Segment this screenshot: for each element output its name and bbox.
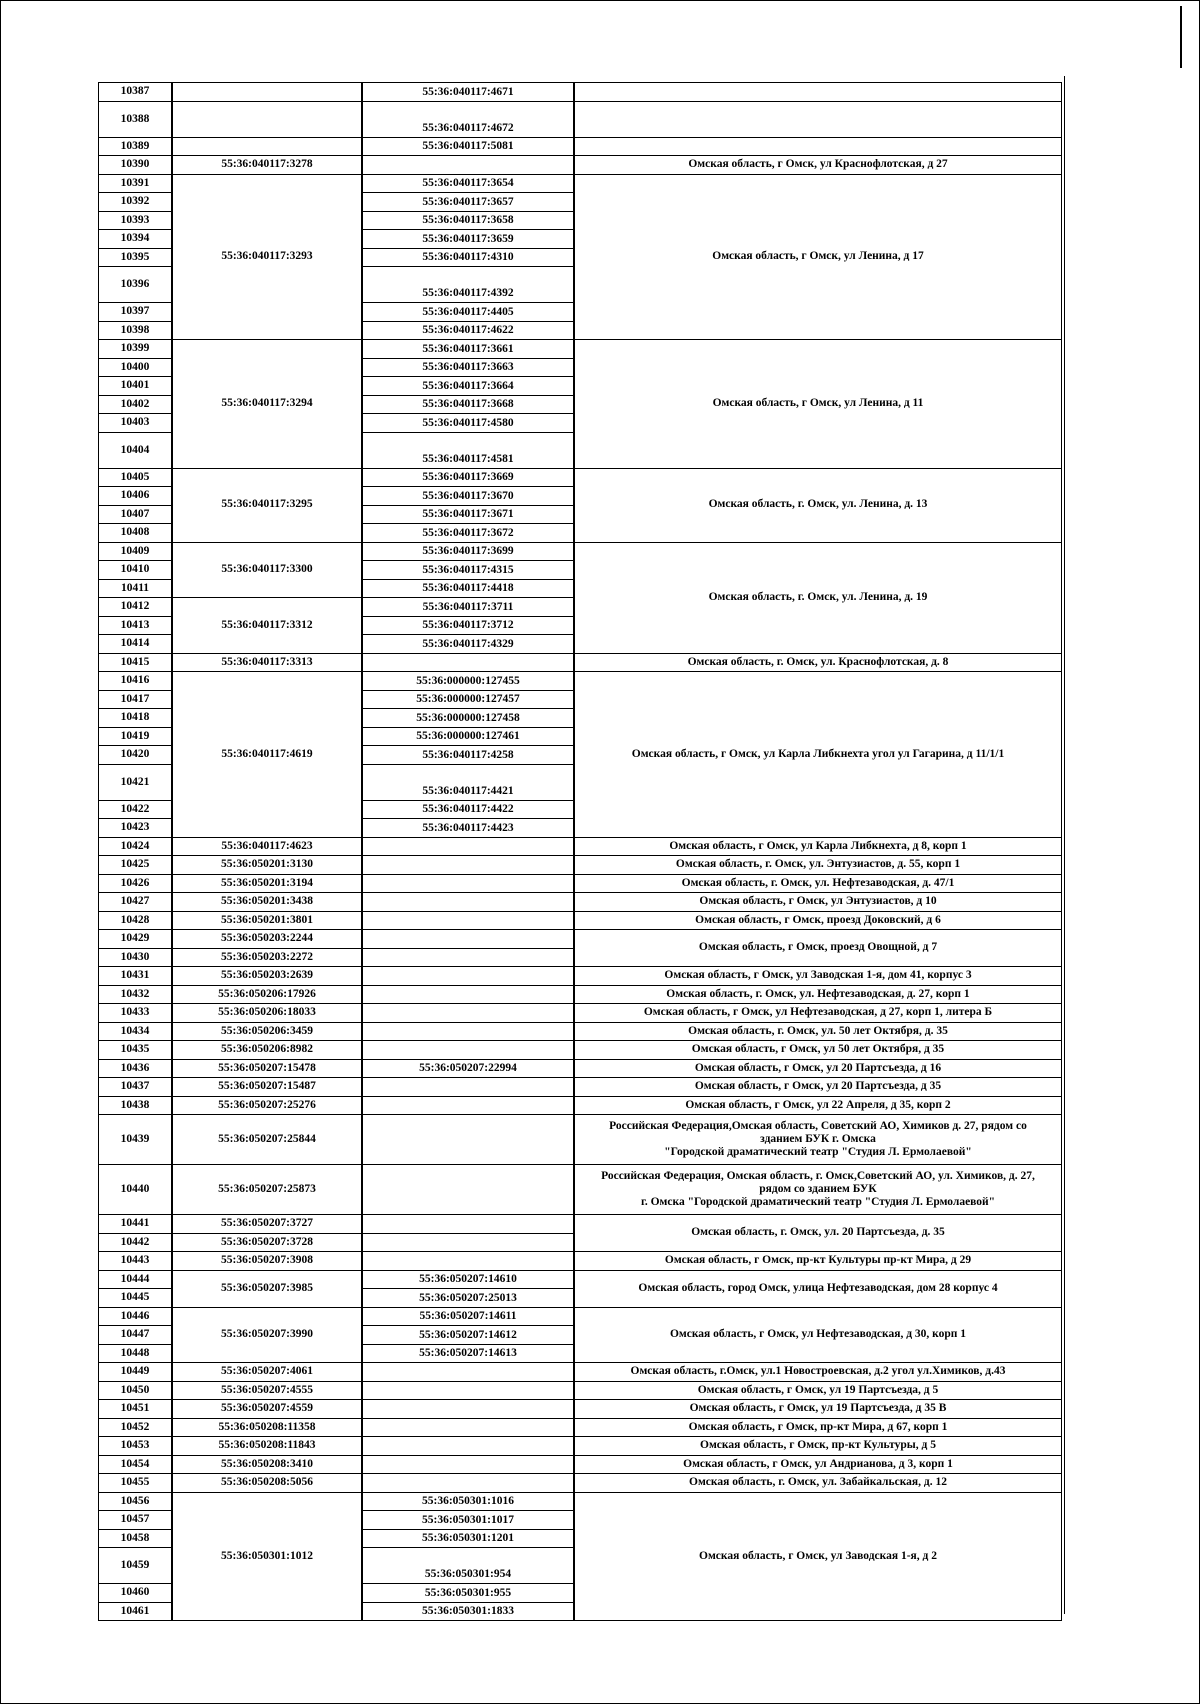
cadastral-cell <box>172 137 362 157</box>
building-cell: 55:36:040117:3671 <box>362 505 574 525</box>
row-number-cell: 10431 <box>98 966 172 986</box>
cadastral-cell: 55:36:050203:2639 <box>172 966 362 986</box>
row-number-cell: 10406 <box>98 486 172 506</box>
row-number-cell: 10419 <box>98 727 172 747</box>
address-line: г. Омска "Городской драматический театр "Студия Л. Ермолаевой" <box>640 1196 996 1209</box>
row-number-cell: 10452 <box>98 1418 172 1438</box>
cadastral-cell: 55:36:050208:3410 <box>172 1455 362 1475</box>
row-number-cell: 10410 <box>98 560 172 580</box>
row-number-cell: 10393 <box>98 211 172 231</box>
address-cell: Омская область, г Омск, ул 20 Партсъезда, д 35 <box>574 1077 1062 1097</box>
cadastral-merged-cell: 55:36:040117:3300 <box>172 542 362 599</box>
building-cell: 55:36:050301:1201 <box>362 1529 574 1549</box>
cadastral-cell: 55:36:050201:3130 <box>172 855 362 875</box>
building-cell <box>362 1164 574 1215</box>
cadastral-cell: 55:36:050206:17926 <box>172 985 362 1005</box>
building-cell: 55:36:000000:127461 <box>362 727 574 747</box>
row-number-cell: 10451 <box>98 1399 172 1419</box>
address-cell: Омская область, г Омск, ул Нефтезаводская, д 27, корп 1, литера Б <box>574 1003 1062 1023</box>
building-cell <box>362 1362 574 1382</box>
row-number-cell: 10448 <box>98 1344 172 1364</box>
building-cell: 55:36:040117:3664 <box>362 376 574 396</box>
building-cell: 55:36:040117:3659 <box>362 229 574 249</box>
row-number-cell: 10398 <box>98 321 172 341</box>
row-number-cell: 10459 <box>98 1547 172 1584</box>
cadastral-cell: 55:36:050207:25844 <box>172 1114 362 1165</box>
address-line: "Городской драматический театр "Студия Л. Ермолаевой" <box>664 1146 972 1159</box>
building-cell <box>362 1436 574 1456</box>
cadastral-merged-cell: 55:36:050207:3990 <box>172 1307 362 1364</box>
building-cell: 55:36:050207:14610 <box>362 1270 574 1290</box>
row-number-cell: 10449 <box>98 1362 172 1382</box>
cadastral-cell: 55:36:050207:25873 <box>172 1164 362 1215</box>
building-cell: 55:36:040117:3658 <box>362 211 574 231</box>
row-number-cell: 10428 <box>98 911 172 931</box>
row-number-cell: 10407 <box>98 505 172 525</box>
address-line: Омская область, г Омск, ул Нефтезаводская, д 30, корп 1 <box>669 1328 967 1341</box>
address-cell: Омская область, г Омск, пр-кт Культуры, д 5 <box>574 1436 1062 1456</box>
building-cell: 55:36:000000:127457 <box>362 690 574 710</box>
building-cell: 55:36:040117:4418 <box>362 579 574 599</box>
building-cell: 55:36:040117:3699 <box>362 542 574 562</box>
row-number-cell: 10387 <box>98 82 172 102</box>
row-number-cell: 10411 <box>98 579 172 599</box>
row-number-cell: 10438 <box>98 1096 172 1116</box>
building-cell: 55:36:050301:1016 <box>362 1492 574 1512</box>
building-cell: 55:36:050207:14611 <box>362 1307 574 1327</box>
cadastral-merged-cell: 55:36:040117:3312 <box>172 597 362 654</box>
row-number-cell: 10441 <box>98 1214 172 1234</box>
building-cell: 55:36:050207:22994 <box>362 1059 574 1079</box>
building-cell: 55:36:040117:4581 <box>362 432 574 469</box>
cadastral-cell: 55:36:050208:5056 <box>172 1473 362 1493</box>
building-cell: 55:36:040117:4392 <box>362 266 574 303</box>
row-number-cell: 10392 <box>98 192 172 212</box>
cadastral-cell: 55:36:050201:3438 <box>172 892 362 912</box>
address-cell: Омская область, г Омск, ул Энтузиастов, д 10 <box>574 892 1062 912</box>
address-cell: Омская область, г. Омск, ул. 50 лет Октября, д. 35 <box>574 1022 1062 1042</box>
building-cell <box>362 653 574 673</box>
cadastral-merged-cell: 55:36:050207:3985 <box>172 1270 362 1308</box>
address-line: Российская Федерация, Омская область, г. Омск,Советский АО, ул. Химиков, д. 27, <box>601 1169 1035 1182</box>
row-number-cell: 10425 <box>98 855 172 875</box>
cadastral-merged-cell: 55:36:040117:3295 <box>172 468 362 543</box>
building-cell: 55:36:040117:4405 <box>362 302 574 322</box>
building-cell: 55:36:040117:4421 <box>362 764 574 801</box>
building-cell <box>362 1455 574 1475</box>
row-number-cell: 10389 <box>98 137 172 157</box>
address-line: Омская область, г. Омск, ул. 20 Партсъезда, д. 35 <box>691 1226 945 1239</box>
address-cell: Омская область, г Омск, проезд Доковский, д 6 <box>574 911 1062 931</box>
row-number-cell: 10404 <box>98 432 172 469</box>
address-cell: Омская область, г Омск, ул Краснофлотская, д 27 <box>574 155 1062 175</box>
cadastral-cell: 55:36:040117:3278 <box>172 155 362 175</box>
cadastral-cell: 55:36:050203:2272 <box>172 948 362 968</box>
row-number-cell: 10440 <box>98 1164 172 1215</box>
row-number-cell: 10397 <box>98 302 172 322</box>
cadastral-cell: 55:36:050201:3194 <box>172 874 362 894</box>
address-cell: Омская область, г. Омск, ул. Нефтезаводская, д. 47/1 <box>574 874 1062 894</box>
address-line: Омская область, г Омск, ул Карла Либкнехта угол ул Гагарина, д 11/1/1 <box>631 747 1005 760</box>
row-number-cell: 10400 <box>98 358 172 378</box>
row-number-cell: 10417 <box>98 690 172 710</box>
address-merged-cell <box>574 542 1062 654</box>
building-cell: 55:36:040117:3672 <box>362 523 574 543</box>
row-number-cell: 10436 <box>98 1059 172 1079</box>
building-cell <box>362 1003 574 1023</box>
cadastral-cell: 55:36:050208:11358 <box>172 1418 362 1438</box>
address-cell: Омская область, г Омск, ул 20 Партсъезда, д 16 <box>574 1059 1062 1079</box>
row-number-cell: 10454 <box>98 1455 172 1475</box>
building-cell <box>362 874 574 894</box>
address-merged-cell <box>574 929 1062 967</box>
address-line: Омская область, г Омск, проезд Овощной, д 7 <box>698 941 938 954</box>
address-merged-cell <box>574 468 1062 543</box>
row-number-cell: 10435 <box>98 1040 172 1060</box>
cadastral-cell: 55:36:050206:18033 <box>172 1003 362 1023</box>
cadastral-cell: 55:36:050207:4559 <box>172 1399 362 1419</box>
building-cell: 55:36:040117:3670 <box>362 486 574 506</box>
row-number-cell: 10450 <box>98 1381 172 1401</box>
row-number-cell: 10388 <box>98 101 172 138</box>
row-number-cell: 10443 <box>98 1251 172 1271</box>
cadastral-cell <box>172 82 362 102</box>
address-cell: Омская область, г Омск, ул 50 лет Октября, д 35 <box>574 1040 1062 1060</box>
row-number-cell: 10413 <box>98 616 172 636</box>
row-number-cell: 10420 <box>98 745 172 765</box>
building-cell <box>362 1251 574 1271</box>
row-number-cell: 10433 <box>98 1003 172 1023</box>
address-merged-cell <box>574 174 1062 341</box>
row-number-cell: 10444 <box>98 1270 172 1290</box>
building-cell: 55:36:040117:5081 <box>362 137 574 157</box>
address-line: Омская область, г. Омск, ул. Ленина, д. 19 <box>708 590 928 603</box>
address-line: Омская область, г Омск, ул Заводская 1-я, д 2 <box>699 1549 937 1562</box>
row-number-cell: 10460 <box>98 1583 172 1603</box>
building-cell <box>362 1114 574 1165</box>
cadastral-cell: 55:36:050207:3908 <box>172 1251 362 1271</box>
row-number-cell: 10427 <box>98 892 172 912</box>
building-cell <box>362 966 574 986</box>
row-number-cell: 10437 <box>98 1077 172 1097</box>
building-cell <box>362 911 574 931</box>
building-cell <box>362 1399 574 1419</box>
row-number-cell: 10447 <box>98 1325 172 1345</box>
cadastral-cell: 55:36:040117:3313 <box>172 653 362 673</box>
cadastral-merged-cell: 55:36:050301:1012 <box>172 1492 362 1622</box>
address-cell: Омская область, г Омск, пр-кт Культуры пр-кт Мира, д 29 <box>574 1251 1062 1271</box>
building-cell <box>362 1233 574 1253</box>
building-cell: 55:36:040117:4423 <box>362 818 574 838</box>
row-number-cell: 10461 <box>98 1602 172 1622</box>
row-number-cell: 10391 <box>98 174 172 194</box>
address-cell: Омская область, г. Омск, ул. Краснофлотская, д. 8 <box>574 653 1062 673</box>
building-cell: 55:36:040117:4315 <box>362 560 574 580</box>
row-number-cell: 10429 <box>98 929 172 949</box>
address-merged-cell <box>574 1164 1062 1215</box>
address-cell: Омская область, г Омск, ул 22 Апреля, д 35, корп 2 <box>574 1096 1062 1116</box>
cadastral-cell: 55:36:050207:4555 <box>172 1381 362 1401</box>
cadastral-cell: 55:36:050201:3801 <box>172 911 362 931</box>
building-cell: 55:36:040117:3654 <box>362 174 574 194</box>
cadastral-merged-cell: 55:36:040117:3293 <box>172 174 362 341</box>
cadastral-cell: 55:36:050207:15487 <box>172 1077 362 1097</box>
building-cell: 55:36:040117:4422 <box>362 800 574 820</box>
cadastral-cell: 55:36:050207:25276 <box>172 1096 362 1116</box>
address-merged-cell <box>574 1307 1062 1364</box>
address-line: Омская область, г. Омск, ул. Ленина, д. 13 <box>708 498 928 511</box>
row-number-cell: 10409 <box>98 542 172 562</box>
row-number-cell: 10426 <box>98 874 172 894</box>
row-number-cell: 10445 <box>98 1288 172 1308</box>
building-cell: 55:36:040117:4258 <box>362 745 574 765</box>
building-cell <box>362 892 574 912</box>
building-cell: 55:36:050301:1833 <box>362 1602 574 1622</box>
row-number-cell: 10396 <box>98 266 172 303</box>
cadastral-cell: 55:36:050207:3728 <box>172 1233 362 1253</box>
address-cell <box>574 101 1062 138</box>
cadastral-cell: 55:36:050207:15478 <box>172 1059 362 1079</box>
address-cell <box>574 82 1062 102</box>
row-number-cell: 10457 <box>98 1510 172 1530</box>
building-cell: 55:36:050301:954 <box>362 1547 574 1584</box>
building-cell: 55:36:040117:3657 <box>362 192 574 212</box>
row-number-cell: 10414 <box>98 634 172 654</box>
address-line: зданием БУК г. Омска <box>760 1132 876 1145</box>
address-merged-cell <box>574 1114 1062 1165</box>
building-cell: 55:36:050207:14613 <box>362 1344 574 1364</box>
address-merged-cell <box>574 339 1062 469</box>
row-number-cell: 10412 <box>98 597 172 617</box>
row-number-cell: 10416 <box>98 671 172 691</box>
building-cell: 55:36:000000:127458 <box>362 708 574 728</box>
building-cell: 55:36:040117:3663 <box>362 358 574 378</box>
row-number-cell: 10430 <box>98 948 172 968</box>
address-merged-cell <box>574 1270 1062 1308</box>
address-line: Омская область, г Омск, ул Ленина, д 17 <box>712 250 924 263</box>
row-number-cell: 10415 <box>98 653 172 673</box>
building-cell <box>362 837 574 857</box>
row-number-cell: 10456 <box>98 1492 172 1512</box>
address-line: Российская Федерация,Омская область, Советский АО, Химиков д. 27, рядом со <box>609 1119 1027 1132</box>
address-cell: Омская область, г Омск, ул Андрианова, д 3, корп 1 <box>574 1455 1062 1475</box>
row-number-cell: 10423 <box>98 818 172 838</box>
building-cell: 55:36:040117:4310 <box>362 248 574 268</box>
row-number-cell: 10418 <box>98 708 172 728</box>
address-cell: Омская область, г. Омск, ул. Нефтезаводская, д. 27, корп 1 <box>574 985 1062 1005</box>
row-number-cell: 10405 <box>98 468 172 488</box>
building-cell <box>362 1418 574 1438</box>
cadastral-cell: 55:36:050207:3727 <box>172 1214 362 1234</box>
building-cell <box>362 948 574 968</box>
row-number-cell: 10432 <box>98 985 172 1005</box>
row-number-cell: 10439 <box>98 1114 172 1165</box>
row-number-cell: 10390 <box>98 155 172 175</box>
building-cell <box>362 1214 574 1234</box>
address-cell: Омская область, г. Омск, ул. Энтузиастов, д. 55, корп 1 <box>574 855 1062 875</box>
cadastral-merged-cell: 55:36:040117:3294 <box>172 339 362 469</box>
row-number-cell: 10403 <box>98 413 172 433</box>
cadastral-cell: 55:36:040117:4623 <box>172 837 362 857</box>
building-cell: 55:36:040117:4622 <box>362 321 574 341</box>
row-number-cell: 10442 <box>98 1233 172 1253</box>
cadastral-cell: 55:36:050206:3459 <box>172 1022 362 1042</box>
building-cell <box>362 855 574 875</box>
building-cell: 55:36:050207:25013 <box>362 1288 574 1308</box>
cadastral-cell: 55:36:050207:4061 <box>172 1362 362 1382</box>
building-cell <box>362 1381 574 1401</box>
right-margin-mark <box>1180 6 1182 68</box>
building-cell <box>362 1473 574 1493</box>
building-cell <box>362 1040 574 1060</box>
cadastral-cell: 55:36:050206:8982 <box>172 1040 362 1060</box>
address-merged-cell <box>574 1214 1062 1252</box>
row-number-cell: 10402 <box>98 395 172 415</box>
row-number-cell: 10421 <box>98 764 172 801</box>
address-merged-cell <box>574 671 1062 838</box>
building-cell: 55:36:040117:3669 <box>362 468 574 488</box>
cadastral-cell: 55:36:050203:2244 <box>172 929 362 949</box>
building-cell: 55:36:000000:127455 <box>362 671 574 691</box>
row-number-cell: 10424 <box>98 837 172 857</box>
address-cell: Омская область, г. Омск, ул. Забайкальская, д. 12 <box>574 1473 1062 1493</box>
building-cell: 55:36:040117:3711 <box>362 597 574 617</box>
row-number-cell: 10399 <box>98 339 172 359</box>
building-cell <box>362 1077 574 1097</box>
row-number-cell: 10455 <box>98 1473 172 1493</box>
address-cell: Омская область, г Омск, ул Карла Либкнехта, д 8, корп 1 <box>574 837 1062 857</box>
right-border-line <box>1064 76 1065 1614</box>
row-number-cell: 10434 <box>98 1022 172 1042</box>
row-number-cell: 10453 <box>98 1436 172 1456</box>
address-merged-cell <box>574 1492 1062 1622</box>
cadastral-cell: 55:36:050208:11843 <box>172 1436 362 1456</box>
address-line: рядом со зданием БУК <box>759 1182 877 1195</box>
row-number-cell: 10401 <box>98 376 172 396</box>
address-line: Омская область, город Омск, улица Нефтезаводская, дом 28 корпус 4 <box>638 1281 998 1294</box>
building-cell <box>362 155 574 175</box>
building-cell: 55:36:040117:3668 <box>362 395 574 415</box>
building-cell <box>362 1022 574 1042</box>
row-number-cell: 10408 <box>98 523 172 543</box>
building-cell <box>362 1096 574 1116</box>
building-cell: 55:36:050207:14612 <box>362 1325 574 1345</box>
building-cell: 55:36:040117:3661 <box>362 339 574 359</box>
row-number-cell: 10394 <box>98 229 172 249</box>
row-number-cell: 10395 <box>98 248 172 268</box>
building-cell: 55:36:050301:955 <box>362 1583 574 1603</box>
row-number-cell: 10446 <box>98 1307 172 1327</box>
address-cell: Омская область, г Омск, ул Заводская 1-я, дом 41, корпус 3 <box>574 966 1062 986</box>
building-cell <box>362 929 574 949</box>
row-number-cell: 10422 <box>98 800 172 820</box>
building-cell <box>362 985 574 1005</box>
building-cell: 55:36:040117:4671 <box>362 82 574 102</box>
address-cell: Омская область, г Омск, ул 19 Партсъезда, д 5 <box>574 1381 1062 1401</box>
address-cell: Омская область, г.Омск, ул.1 Новостроевская, д.2 угол ул.Химиков, д.43 <box>574 1362 1062 1382</box>
address-line: Омская область, г Омск, ул Ленина, д 11 <box>712 397 924 410</box>
cadastral-cell <box>172 101 362 138</box>
address-cell <box>574 137 1062 157</box>
building-cell: 55:36:040117:4580 <box>362 413 574 433</box>
row-number-cell: 10458 <box>98 1529 172 1549</box>
building-cell: 55:36:040117:4672 <box>362 101 574 138</box>
address-cell: Омская область, г Омск, пр-кт Мира, д 67, корп 1 <box>574 1418 1062 1438</box>
building-cell: 55:36:040117:4329 <box>362 634 574 654</box>
building-cell: 55:36:040117:3712 <box>362 616 574 636</box>
address-cell: Омская область, г Омск, ул 19 Партсъезда, д 35 В <box>574 1399 1062 1419</box>
building-cell: 55:36:050301:1017 <box>362 1510 574 1530</box>
cadastral-merged-cell: 55:36:040117:4619 <box>172 671 362 838</box>
